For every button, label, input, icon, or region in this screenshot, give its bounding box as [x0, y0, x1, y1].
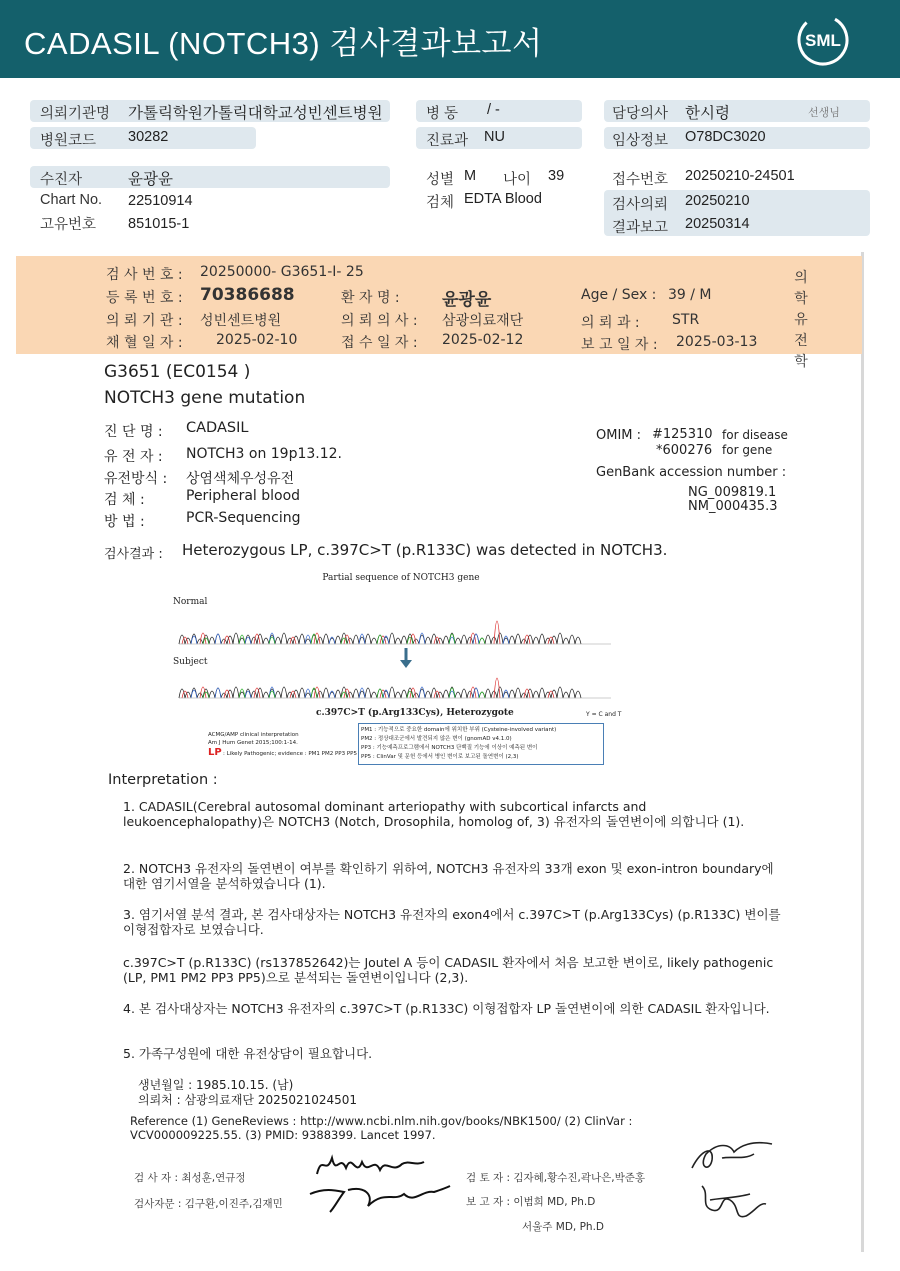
- vertical-dept-text: 의 학 유 전 학: [794, 270, 808, 370]
- report-date: 2025-03-13: [676, 334, 758, 350]
- tester-signature: [312, 1148, 432, 1182]
- diag: CADASIL: [186, 420, 249, 436]
- interp-4: 4. 본 검사대상자는 NOTCH3 유전자의 c.397C>T (p.R133C) 이형접합자 LP 돌연변이에 의한 CADASIL 환자입니다.: [123, 1001, 770, 1016]
- tester: 검 사 자 : 최성훈,연규정: [134, 1172, 246, 1184]
- omim-label: OMIM :: [596, 428, 642, 443]
- sex-value: M: [464, 168, 477, 184]
- unique-value: 851015-1: [128, 216, 190, 232]
- report-header: [0, 0, 900, 78]
- genbank-label: GenBank accession number :: [596, 465, 787, 480]
- specimen-value: EDTA Blood: [464, 191, 542, 207]
- reviewer-signature: [682, 1138, 782, 1178]
- institution-value: 가톨릭학원가톨릭대학교성빈센트병원: [128, 105, 383, 122]
- evidence-pp5: PP5 : ClinVar 및 문헌 등에서 병인 변이로 보고된 돌연변이 (2,3): [361, 754, 519, 760]
- reporter-2: 서울주 MD, Ph.D: [522, 1221, 604, 1233]
- requested-by: 의뢰처 : 삼광의료재단 2025021024501: [138, 1093, 358, 1107]
- spec-label: 검 체 :: [104, 492, 145, 508]
- request-value: 20250210: [685, 193, 750, 209]
- evidence-pp3: PP3 : 기능예측프로그램에서 NOTCH3 단백질 기능에 이상이 예측된 변이: [361, 745, 538, 751]
- patient-bar: [30, 166, 390, 188]
- exam-no: 20250000- G3651-I- 25: [200, 264, 364, 280]
- req-inst: 성빈센트병원: [200, 313, 282, 329]
- diag-label: 진 단 명 :: [104, 424, 163, 440]
- blood-date-label: 채 혈 일 자 :: [106, 335, 183, 351]
- recv-date-label: 접 수 일 자 :: [341, 335, 418, 351]
- agesex: 39 / M: [668, 287, 712, 303]
- clinical-label: 임상정보: [612, 133, 669, 149]
- advisor-signature: [304, 1180, 454, 1216]
- acmg-line1: ACMG/AMP clinical interpretation: [208, 732, 299, 738]
- acmg-lp: LP: [208, 747, 222, 758]
- doctor-suffix: 선생님: [808, 107, 840, 119]
- result-text: Heterozygous LP, c.397C>T (p.R133C) was detected in NOTCH3.: [182, 541, 668, 559]
- sex-label: 성별: [426, 172, 455, 188]
- spec: Peripheral blood: [186, 488, 301, 504]
- unique-label: 고유번호: [40, 217, 97, 233]
- inherit-label: 유전방식 :: [104, 471, 168, 487]
- receipt-label: 접수번호: [612, 172, 669, 188]
- specimen-label: 검체: [426, 195, 455, 211]
- report-value: 20250314: [685, 216, 750, 232]
- recv-date: 2025-02-12: [442, 332, 524, 348]
- omim2-note: for gene: [722, 443, 773, 457]
- clinical-value: O78DC3020: [685, 129, 766, 145]
- blood-date: 2025-02-10: [216, 332, 298, 348]
- reporter: 보 고 자 : 이범희 MD, Ph.D: [466, 1196, 596, 1208]
- department-value: NU: [484, 129, 505, 145]
- req-doc-label: 의 뢰 의 사 :: [341, 313, 418, 329]
- mutation-arrow: [400, 648, 412, 668]
- method: PCR-Sequencing: [186, 510, 301, 526]
- genbank2: NM_000435.3: [688, 499, 778, 514]
- report-label: 결과보고: [612, 220, 669, 236]
- request-label: 검사의뢰: [612, 197, 669, 213]
- method-label: 방 법 :: [104, 514, 145, 530]
- svg-text:SML: SML: [805, 31, 841, 50]
- doctor-label: 담당의사: [612, 106, 669, 122]
- receipt-value: 20250210-24501: [685, 168, 795, 184]
- evidence-pm1: PM1 : 기능적으로 중요한 domain에 위치한 부위 (Cysteine-involved variant): [361, 727, 557, 733]
- ward-value: / -: [487, 102, 500, 118]
- omim2: *600276: [656, 443, 713, 458]
- fig-normal: Normal: [173, 597, 208, 607]
- req-dept-label: 의 뢰 과 :: [581, 315, 640, 331]
- subject-trace: [179, 678, 581, 698]
- result-label: 검사결과 :: [104, 547, 163, 562]
- age-value: 39: [548, 168, 565, 184]
- report-title: CADASIL (NOTCH3) 검사결과보고서: [24, 26, 543, 61]
- fig-subject: Subject: [173, 657, 208, 667]
- gene-label: 유 전 자 :: [104, 449, 163, 465]
- reg-no-label: 등 록 번 호 :: [106, 290, 183, 306]
- report-info-band: [16, 256, 862, 370]
- fig-caption: c.397C>T (p.Arg133Cys), Heterozygote: [316, 708, 514, 718]
- scan-shadow: [861, 252, 864, 1252]
- chart-value: 22510914: [128, 193, 193, 209]
- patient-scan: 윤광윤: [442, 290, 492, 310]
- patient-value: 윤광윤: [128, 171, 173, 188]
- interp-5: 5. 가족구성원에 대한 유전상담이 필요합니다.: [123, 1046, 373, 1061]
- agesex-label: Age / Sex :: [581, 287, 657, 303]
- doctor-value: 한시령: [685, 105, 730, 122]
- fig-title: Partial sequence of NOTCH3 gene: [322, 573, 480, 583]
- patient-label: 수진자: [40, 172, 83, 188]
- interp-3b: c.397C>T (p.R133C) (rs137852642)는 Joutel A 등이 CADASIL 환자에서 처음 보고한 변이로, likely pathogenic (LP, PM1 PM2 PP3 PP5)으로 분석되는 돌연변이입니다 (2,3).: [123, 955, 774, 985]
- interp-3: 3. 염기서열 분석 결과, 본 검사대상자는 NOTCH3 유전자의 exon4에서 c.397C>T (p.Arg133Cys) (p.R133C) 변이를 이형접합자로 보였습니다.: [123, 907, 781, 937]
- test-code: G3651 (EC0154 ): [104, 362, 251, 382]
- sml-logo: [796, 13, 850, 67]
- omim1-note: for disease: [722, 428, 788, 442]
- scanned-report: [16, 252, 862, 1262]
- req-doc: 삼광의료재단: [442, 313, 524, 329]
- evidence-box: [358, 723, 604, 765]
- reviewer: 검 토 자 : 김자혜,황수진,곽나은,박준홍: [466, 1172, 646, 1184]
- interp-title: Interpretation :: [108, 772, 218, 788]
- hospital-code-value: 30282: [128, 129, 169, 145]
- hospital-code-label: 병원코드: [40, 133, 97, 149]
- reporter-signature: [690, 1180, 770, 1226]
- inherit: 상염색체우성유전: [186, 471, 295, 487]
- report-date-label: 보 고 일 자 :: [581, 337, 658, 353]
- interp-2: 2. NOTCH3 유전자의 돌연변이 여부를 확인하기 위하여, NOTCH3 유전자의 33개 exon 및 exon-intron boundary에 대한 염기서열을 분석하였습니다 (1).: [123, 861, 774, 891]
- dob: 생년월일 : 1985.10.15. (남): [138, 1078, 294, 1092]
- reference: Reference (1) GeneReviews : http://www.ncbi.nlm.nih.gov/books/NBK1500/ (2) ClinVar : VCV000009225.55. (3) PMID: 9388399. Lancet 1997.: [130, 1114, 633, 1142]
- sequence-figure: [171, 570, 621, 710]
- test-name: NOTCH3 gene mutation: [104, 388, 306, 408]
- evidence-pm2: PM2 : 정상대조군에서 발견되지 않은 변이 (gnomAD v4.1.0): [361, 736, 512, 742]
- patient-label-scan: 환 자 명 :: [341, 290, 400, 306]
- acmg-line2: Am J Hum Genet 2015;100:1-14.: [208, 740, 298, 746]
- genbank1: NG_009819.1: [688, 485, 777, 500]
- interp-1: 1. CADASIL(Cerebral autosomal dominant arteriopathy with subcortical infarcts and leukoencephalopathy)은 NOTCH3 (Notch, Drosophila, homolog of, 3) 유전자의 돌연변이에 의합니다 (1).: [123, 799, 745, 829]
- fig-yct: Y = C and T: [586, 711, 622, 718]
- omim1: #125310: [652, 427, 713, 442]
- req-dept: STR: [672, 312, 700, 328]
- chart-label: Chart No.: [40, 192, 103, 208]
- age-label: 나이: [503, 172, 532, 188]
- req-inst-label: 의 뢰 기 관 :: [106, 313, 183, 329]
- normal-trace: [179, 621, 581, 644]
- exam-no-label: 검 사 번 호 :: [106, 267, 183, 283]
- institution-label: 의뢰기관명: [40, 106, 111, 122]
- department-label: 진료과: [426, 133, 469, 149]
- acmg-line3: : Likely Pathogenic; evidence : PM1 PM2 PP3 PP5: [223, 751, 357, 757]
- reg-no: 70386688: [200, 285, 295, 305]
- advisor: 검사자문 : 김구환,이진주,김재민: [134, 1198, 283, 1210]
- ward-label: 병 동: [426, 106, 459, 122]
- gene: NOTCH3 on 19p13.12.: [186, 446, 343, 462]
